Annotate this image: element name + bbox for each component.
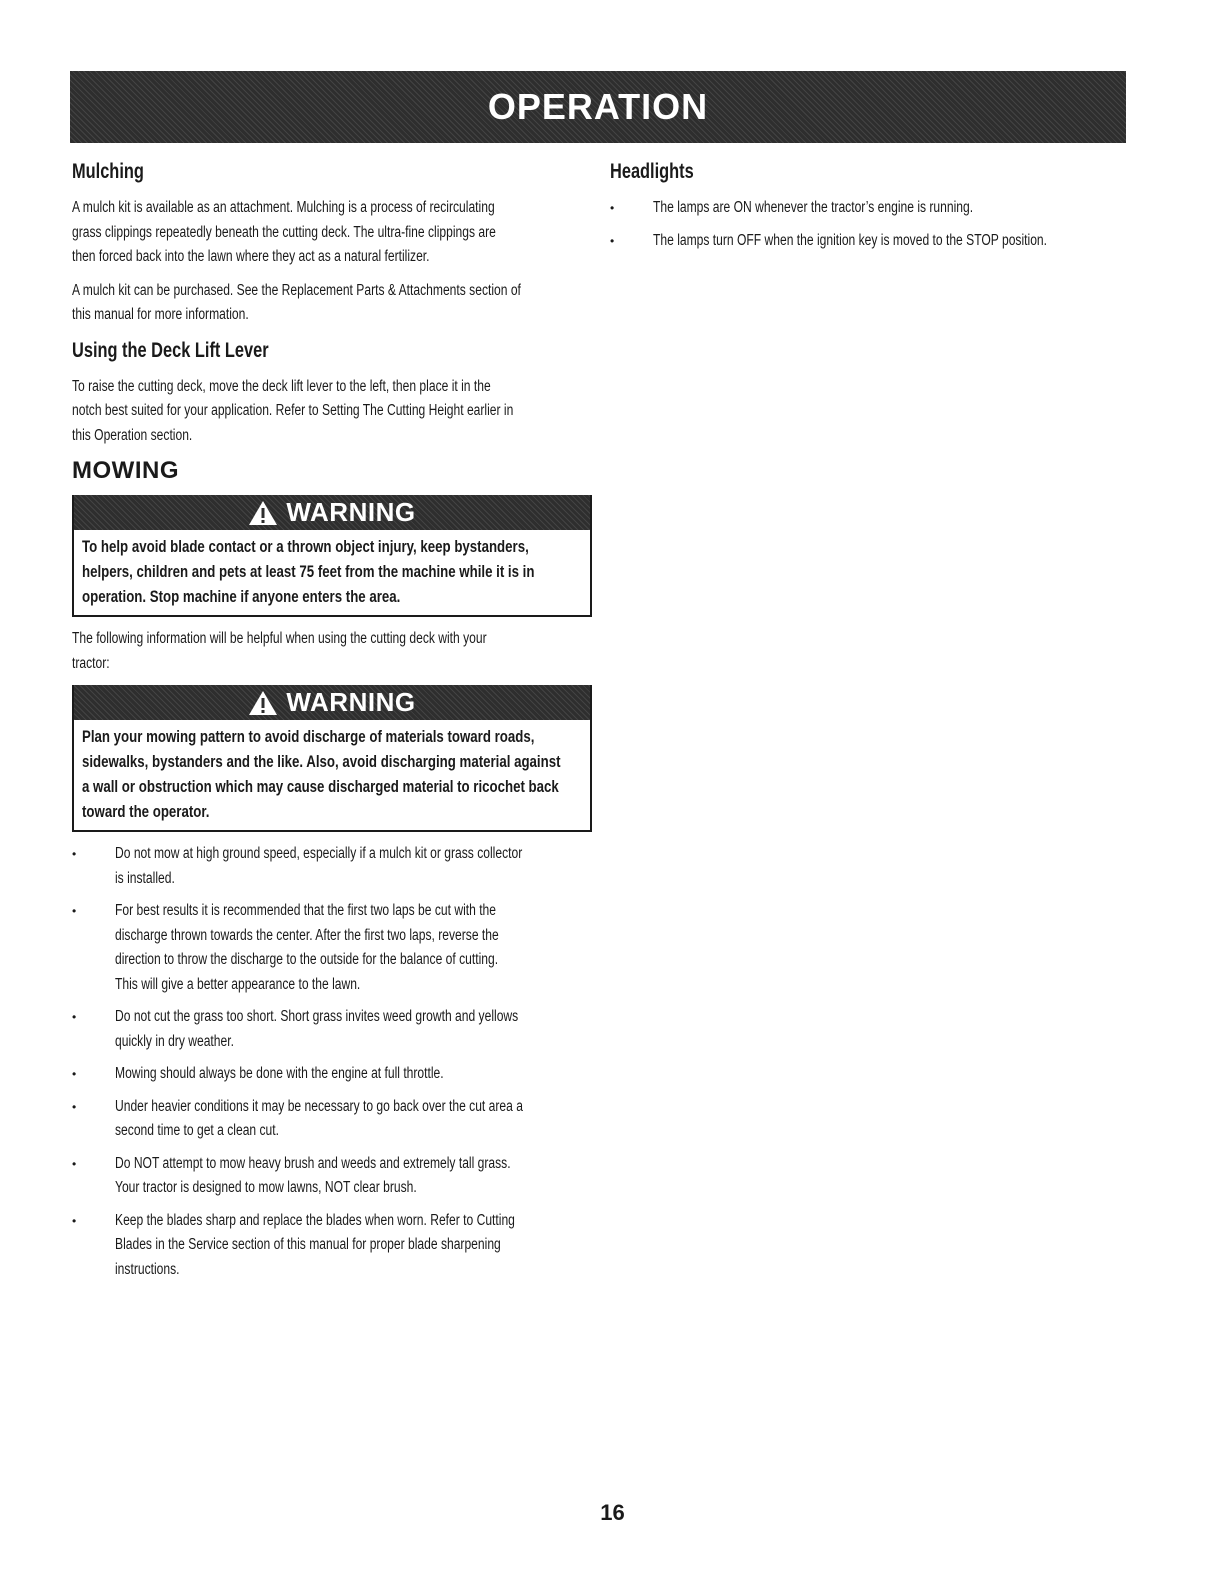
mulching-heading: Mulching xyxy=(72,160,144,183)
deck-lift-paragraph: To raise the cutting deck, move the deck lift lever to the left, then place it in the notch best suited for your application. Refer to Setting The Cutting Height earlier in this Operation section. xyxy=(72,377,514,444)
mowing-title: MOWING xyxy=(72,457,179,484)
warning-triangle-icon xyxy=(248,690,278,716)
warning-header-2 xyxy=(74,685,590,720)
list-item: • Keep the blades sharp and replace the blades when worn. Refer to Cutting Blades in the Service section of this manual for proper blade sharpening instructions. xyxy=(72,1209,592,1283)
operation-banner xyxy=(70,71,1126,143)
warning-box-2 xyxy=(72,685,592,832)
bullet-icon: • xyxy=(72,1099,77,1114)
bullet-icon: • xyxy=(72,1010,77,1024)
bullet-icon: • xyxy=(610,201,615,215)
right-column xyxy=(610,158,1130,261)
list-item: • Do NOT attempt to mow heavy brush and weeds and extremely tall grass. Your tractor is designed to mow lawns, NOT clear brush. xyxy=(72,1152,592,1201)
page-number: 16 xyxy=(600,1500,625,1525)
warning-text-1: To help avoid blade contact or a thrown object injury, keep bystanders, helpers, children and pets at least 75 feet from the machine while it is in operation. Stop machine if anyone enters the area. xyxy=(82,537,535,606)
warning-box-1 xyxy=(72,495,592,617)
list-item: • Under heavier conditions it may be necessary to go back over the cut area a second time to get a clean cut. xyxy=(72,1095,592,1144)
warning-text-2: Plan your mowing pattern to avoid discharge of materials toward roads, sidewalks, bystanders and the like. Also, avoid discharging material against a wall or obstruction which may cause discharged material to ricochet back toward the operator. xyxy=(82,727,561,821)
bullet-icon: • xyxy=(72,1156,77,1171)
mowing-intro: The following information will be helpful when using the cutting deck with your tractor: xyxy=(72,630,487,672)
list-item: • The lamps are ON whenever the tractor’s engine is running. xyxy=(610,196,1130,221)
list-item: • Do not mow at high ground speed, especially if a mulch kit or grass collector is installed. xyxy=(72,842,592,891)
warning-label-2: WARNING xyxy=(286,687,416,717)
list-item: • Do not cut the grass too short. Short grass invites weed growth and yellows quickly in dry weather. xyxy=(72,1005,592,1054)
bullet-icon: • xyxy=(72,904,77,918)
bullet-icon: • xyxy=(72,1213,77,1228)
bullet-icon: • xyxy=(72,1067,77,1081)
list-item: • For best results it is recommended that the first two laps be cut with the discharge thrown towards the center. After the first two laps, reverse the direction to throw the discharge to the outside for the balance of cutting. This will give a better appearance to the lawn. xyxy=(72,899,592,997)
deck-lift-heading: Using the Deck Lift Lever xyxy=(72,338,269,362)
warning-header-1 xyxy=(74,495,590,530)
banner-title: OPERATION xyxy=(487,86,709,127)
warning-triangle-icon xyxy=(248,500,278,526)
headlights-bullet-list xyxy=(610,196,1130,253)
left-column xyxy=(72,158,592,1290)
mulching-paragraph-2: A mulch kit can be purchased. See the Replacement Parts & Attachments section of this manual for more information. xyxy=(72,281,521,323)
bullet-icon: • xyxy=(610,233,615,248)
bullet-icon: • xyxy=(72,847,77,861)
list-item: • Mowing should always be done with the engine at full throttle. xyxy=(72,1062,592,1087)
warning-label-1: WARNING xyxy=(286,497,416,527)
list-item: • The lamps turn OFF when the ignition key is moved to the STOP position. xyxy=(610,229,1130,254)
mulching-paragraph-1: A mulch kit is available as an attachment. Mulching is a process of recirculating grass clippings repeatedly beneath the cutting deck. The ultra-fine clippings are then forced back into the lawn where they act as a natural fertilizer. xyxy=(72,199,496,265)
headlights-heading: Headlights xyxy=(610,160,694,183)
mowing-bullet-list xyxy=(72,842,592,1282)
